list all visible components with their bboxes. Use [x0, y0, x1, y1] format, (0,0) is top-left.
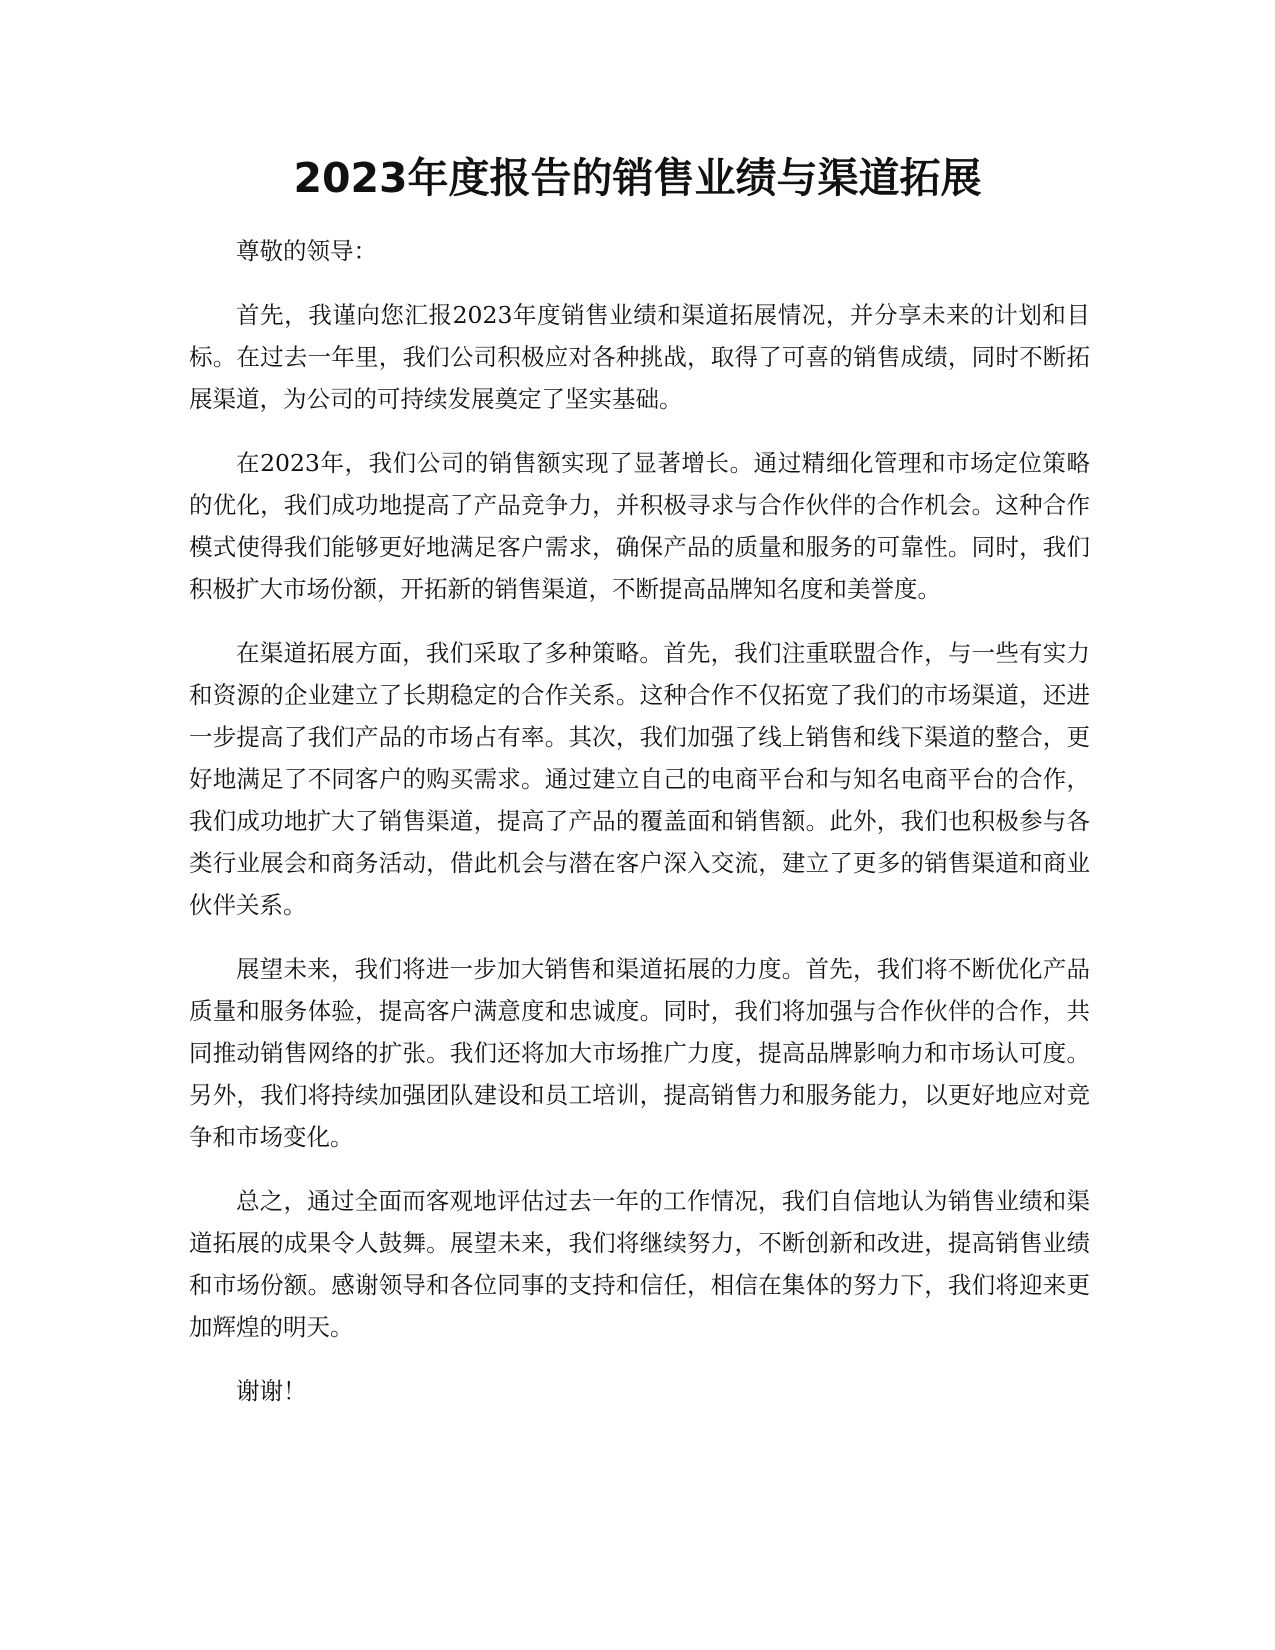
salutation: 尊敬的领导：	[236, 237, 377, 265]
document-title: 2023年度报告的销售业绩与渠道拓展	[293, 154, 982, 202]
document-body	[189, 230, 1090, 1434]
paragraph-sales-growth: 在2023年，我们公司的销售额实现了显著增长。通过精细化管理和市场定位策略的优化，我们成功地提高了产品竞争力，并积极寻求与合作伙伴的合作机会。这种合作模式使得我们能够更好地满足客户需求，确保产品的质量和服务的可靠性。同时，我们积极扩大市场份额，开拓新的销售渠道，不断提高品牌知名度和美誉度。	[189, 449, 1090, 603]
paragraph-intro: 首先，我谨向您汇报2023年度销售业绩和渠道拓展情况，并分享未来的计划和目标。在过去一年里，我们公司积极应对各种挑战，取得了可喜的销售成绩，同时不断拓展渠道，为公司的可持续发展奠定了坚实基础。	[189, 301, 1090, 413]
paragraph-channel-expansion: 在渠道拓展方面，我们采取了多种策略。首先，我们注重联盟合作，与一些有实力和资源的企业建立了长期稳定的合作关系。这种合作不仅拓宽了我们的市场渠道，还进一步提高了我们产品的市场占有率。其次，我们加强了线上销售和线下渠道的整合，更好地满足了不同客户的购买需求。通过建立自己的电商平台和与知名电商平台的合作，我们成功地扩大了销售渠道，提高了产品的覆盖面和销售额。此外，我们也积极参与各类行业展会和商务活动，借此机会与潜在客户深入交流，建立了更多的销售渠道和商业伙伴关系。	[189, 639, 1090, 919]
closing: 谢谢！	[236, 1377, 307, 1405]
paragraph-outlook: 展望未来，我们将进一步加大销售和渠道拓展的力度。首先，我们将不断优化产品质量和服务体验，提高客户满意度和忠诚度。同时，我们将加强与合作伙伴的合作，共同推动销售网络的扩张。我们还将加大市场推广力度，提高品牌影响力和市场认可度。另外，我们将持续加强团队建设和员工培训，提高销售力和服务能力，以更好地应对竞争和市场变化。	[189, 955, 1090, 1151]
paragraph-conclusion: 总之，通过全面而客观地评估过去一年的工作情况，我们自信地认为销售业绩和渠道拓展的成果令人鼓舞。展望未来，我们将继续努力，不断创新和改进，提高销售业绩和市场份额。感谢领导和各位同事的支持和信任，相信在集体的努力下，我们将迎来更加辉煌的明天。	[189, 1187, 1090, 1341]
